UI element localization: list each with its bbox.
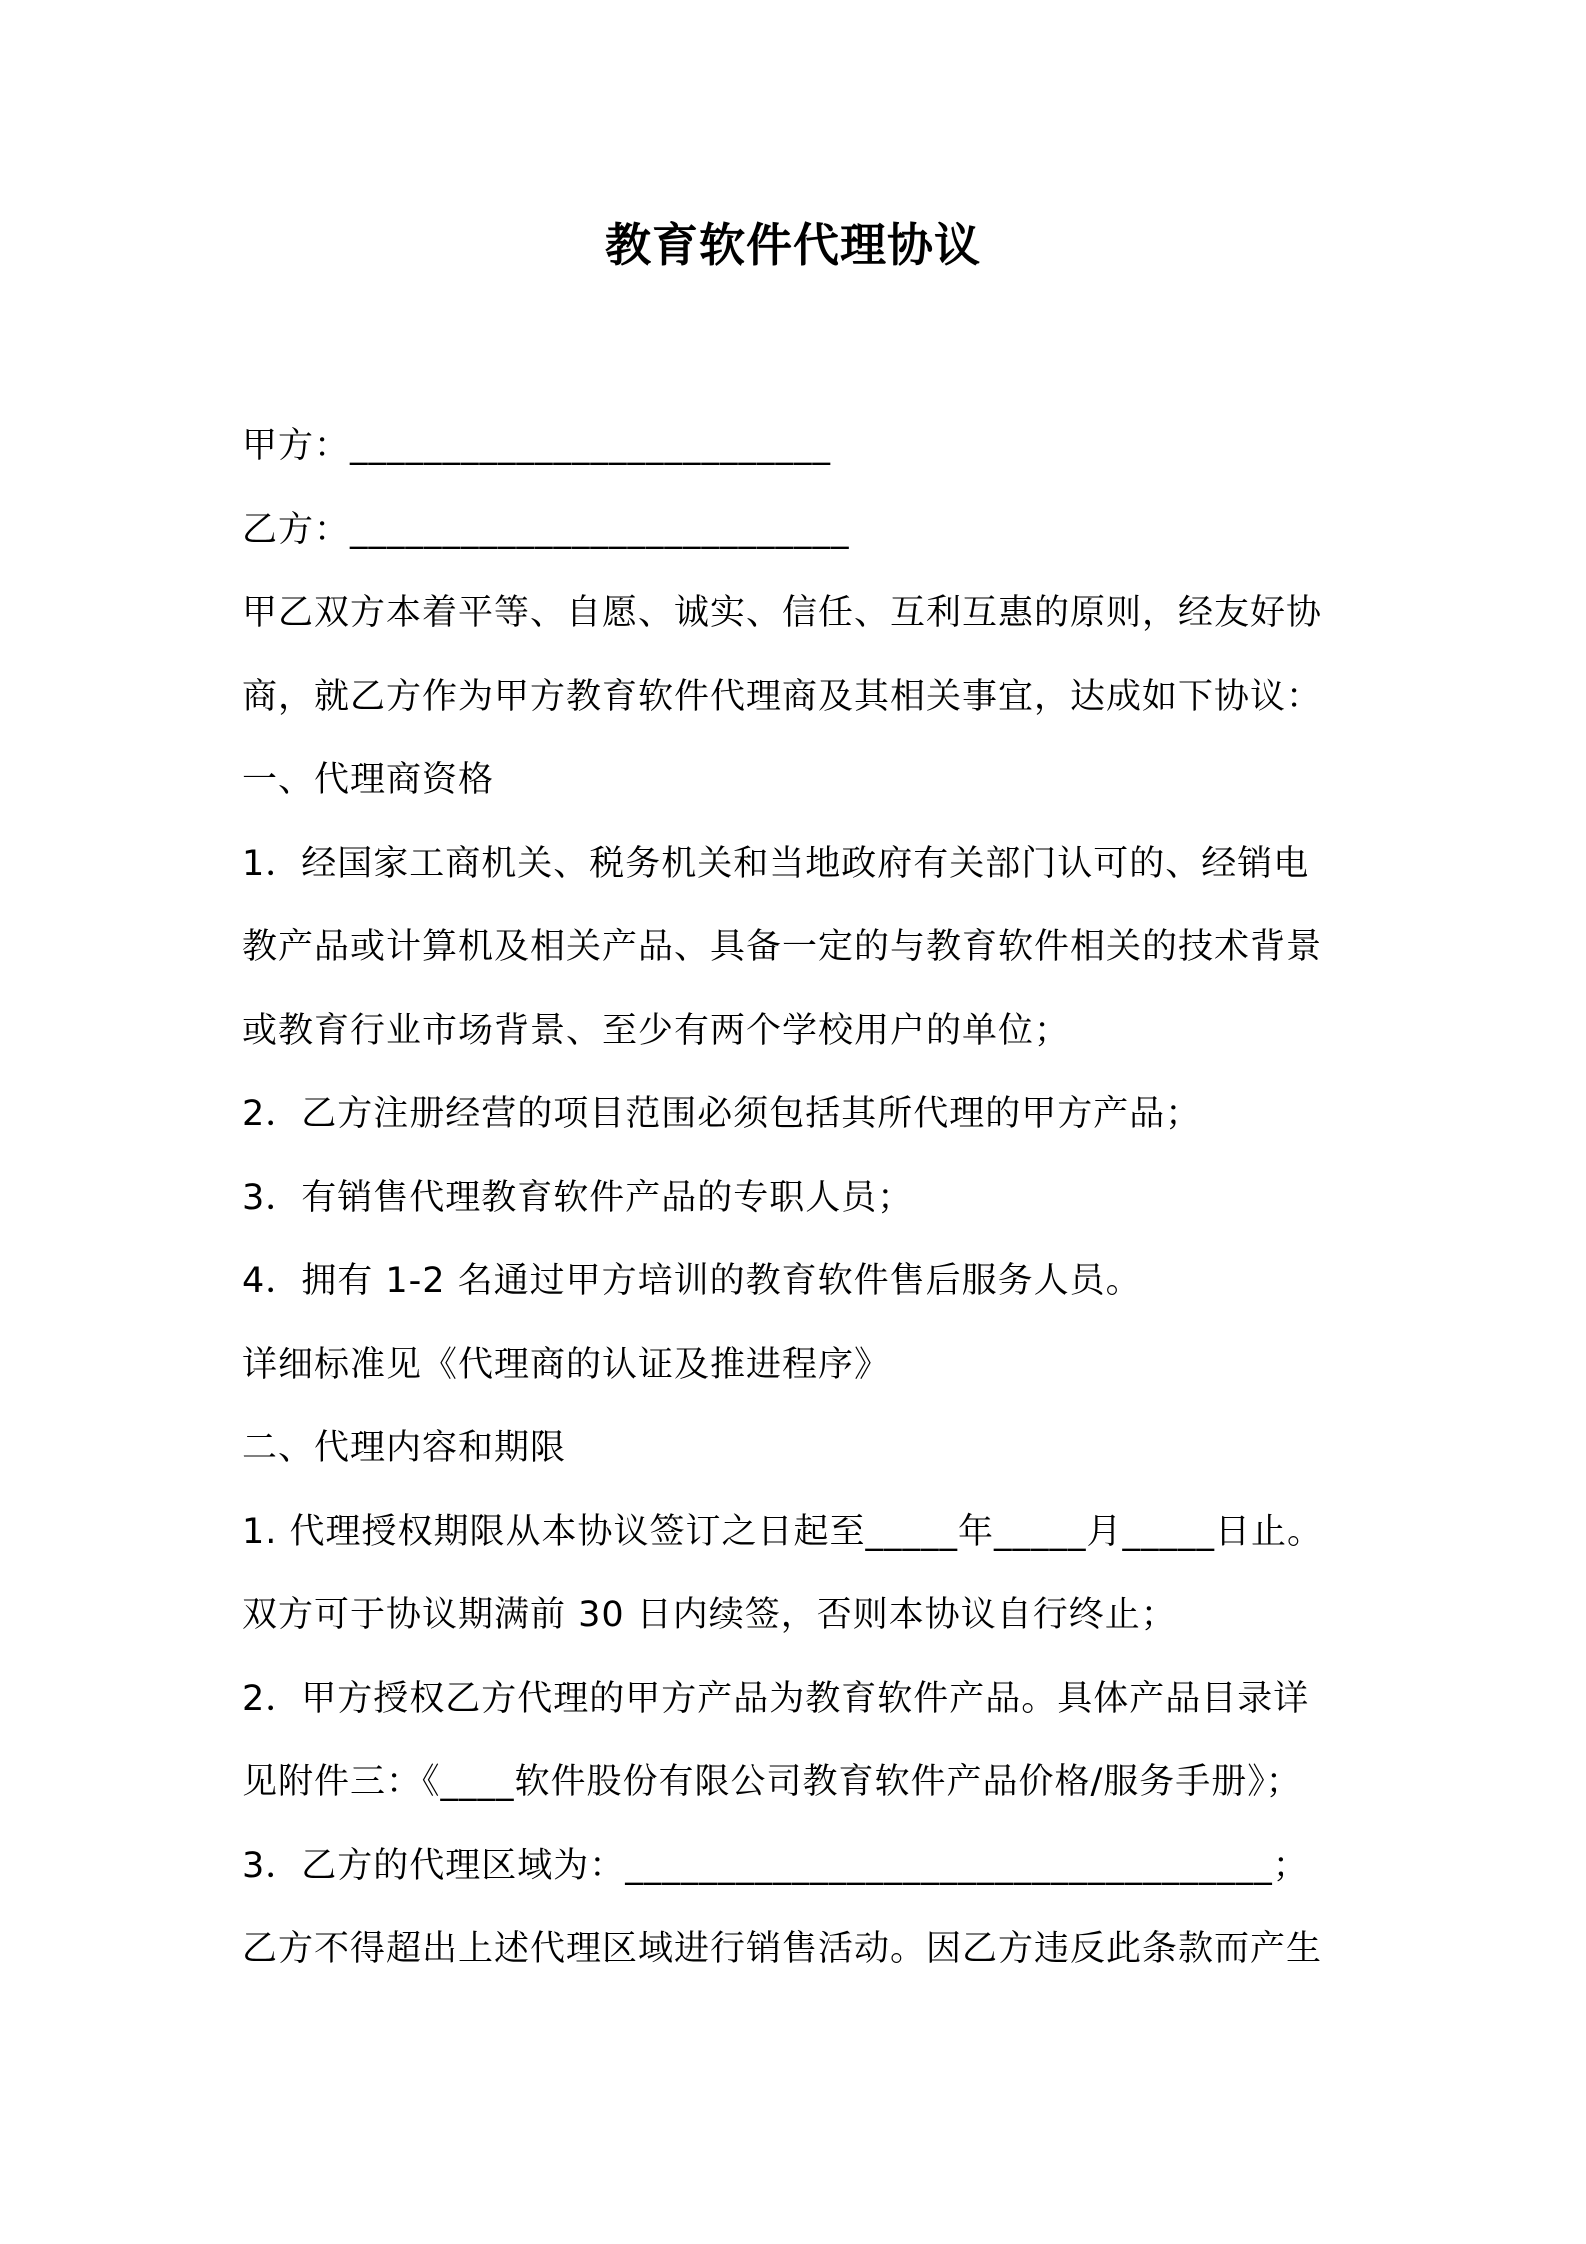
paragraph-line: 乙方不得超出上述代理区域进行销售活动。因乙方违反此条款而产生 (242, 1929, 1323, 1969)
paragraph-line: 3．乙方的代理区域为：___________________________________； (242, 1845, 1309, 1886)
paragraph-line: 或教育行业市场背景、至少有两个学校用户的单位； (242, 1010, 1071, 1051)
paragraph-line: 详细标准见《代理商的认证及推进程序》 (242, 1344, 891, 1385)
paragraph-line: 2．乙方注册经营的项目范围必须包括其所代理的甲方产品； (242, 1094, 1202, 1134)
paragraph-line: 双方可于协议期满前 30 日内续签，否则本协议自行终止； (242, 1595, 1177, 1635)
paragraph-line: 教产品或计算机及相关产品、具备一定的与教育软件相关的技术背景 (242, 927, 1323, 967)
paragraph-line: 3．有销售代理教育软件产品的专职人员； (242, 1177, 914, 1218)
paragraph-line: 商，就乙方作为甲方教育软件代理商及其相关事宜，达成如下协议： (242, 676, 1323, 717)
party-b-line: 乙方：___________________________ (242, 509, 850, 550)
paragraph-line: 2．甲方授权乙方代理的甲方产品为教育软件产品。具体产品目录详 (242, 1678, 1310, 1719)
document-title: 教育软件代理协议 (605, 218, 981, 272)
section-heading: 二、代理内容和期限 (242, 1428, 567, 1468)
paragraph-line: 甲乙双方本着平等、自愿、诚实、信任、互利互惠的原则，经友好协 (242, 593, 1323, 633)
paragraph-line: 1. 代理授权期限从本协议签订之日起至_____年_____月_____日止。 (242, 1511, 1324, 1552)
paragraph-line: 1．经国家工商机关、税务机关和当地政府有关部门认可的、经销电 (242, 843, 1310, 884)
paragraph-line: 见附件三：《____软件股份有限公司教育软件产品价格/服务手册》； (242, 1762, 1302, 1802)
paragraph-line: 4．拥有 1-2 名通过甲方培训的教育软件售后服务人员。 (242, 1261, 1142, 1301)
section-heading: 一、代理商资格 (242, 760, 495, 800)
party-a-line: 甲方：__________________________ (242, 426, 832, 466)
document-body (242, 405, 1382, 1992)
